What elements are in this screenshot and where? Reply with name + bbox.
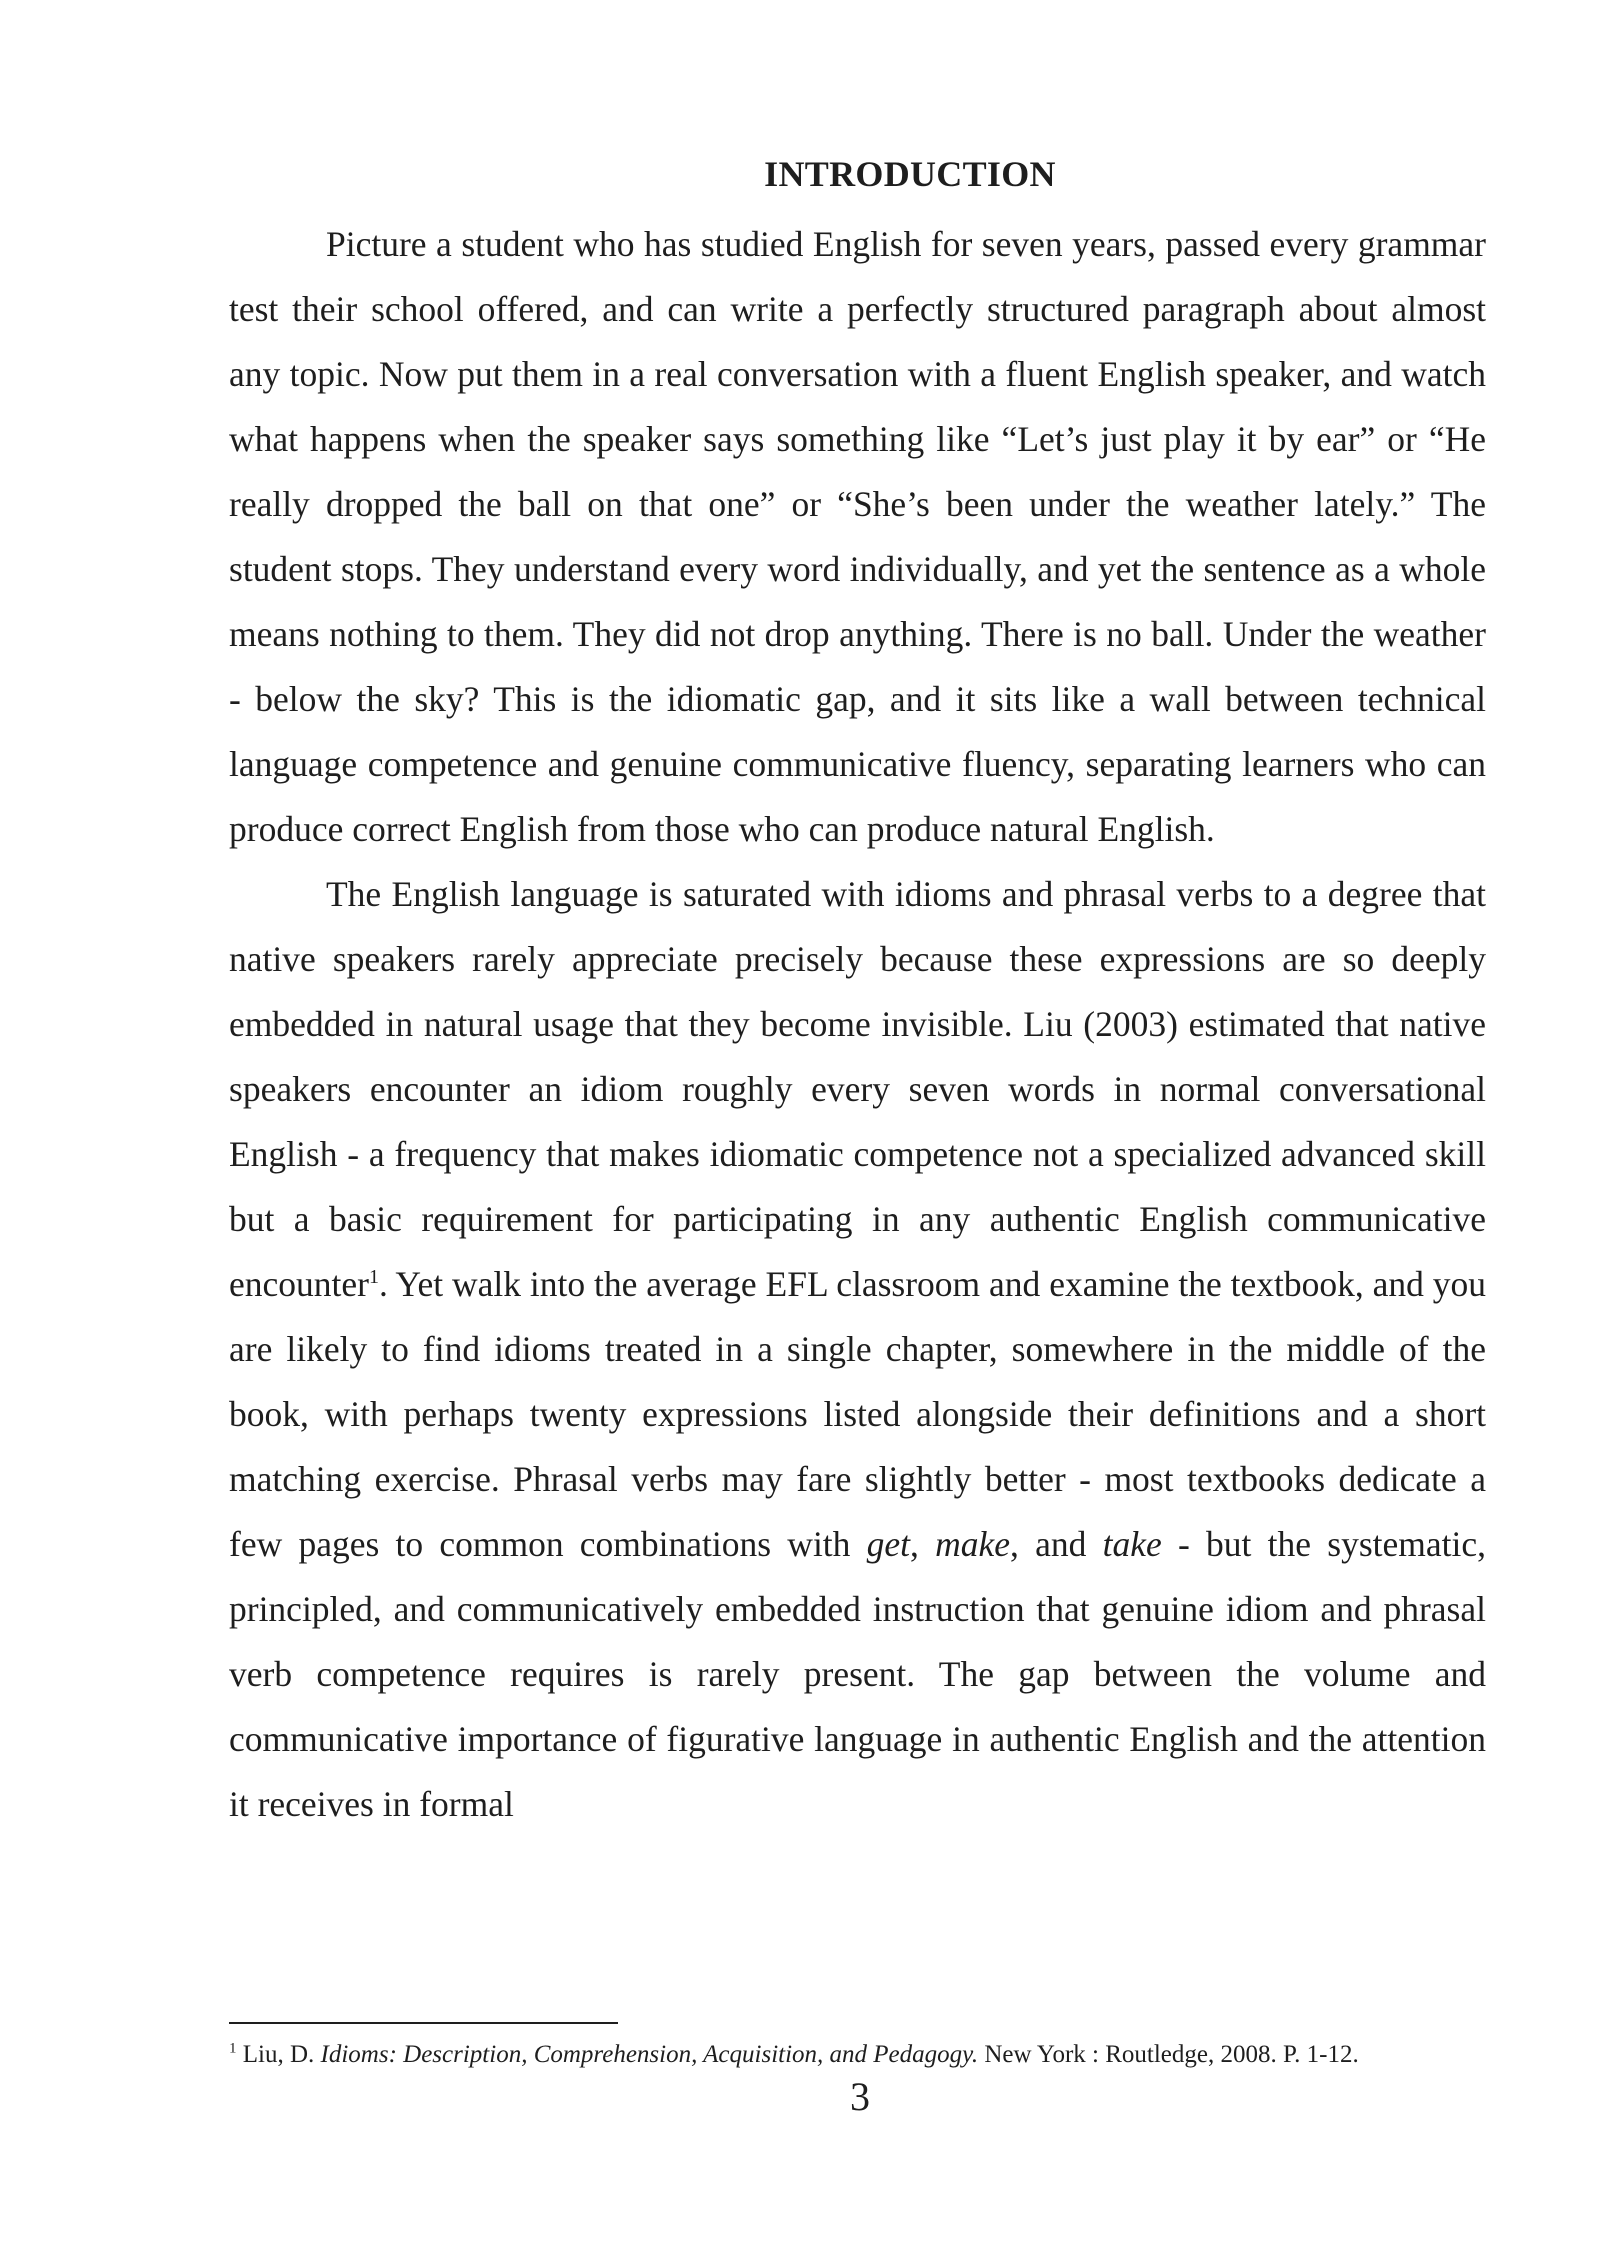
paragraph-2-text-c: - but the systematic, principled, and communicatively embedded instruction that genuine idiom and phrasal verb competence requires is rarely present. The gap between the volume and communicative importance of figurative language in authentic English and the attention it receives in formal xyxy=(229,1524,1486,1824)
page-number: 3 xyxy=(850,2074,870,2119)
footnote-number: 1 xyxy=(229,2040,237,2057)
separator-1: , xyxy=(910,1524,936,1564)
italic-verb-take: take xyxy=(1102,1524,1162,1564)
footnote-reference[interactable]: 1 xyxy=(368,1266,379,1289)
footnote-separator xyxy=(229,2022,618,2024)
section-heading: INTRODUCTION xyxy=(764,154,1056,194)
paragraph-2-text-a: The English language is saturated with idioms and phrasal verbs to a degree that native speakers rarely appreciate precisely because these expressions are so deeply embedded in natural usage that they become invisible. Liu (2003) estimated that native speakers encounter an idiom roughly every seven words in normal conversational English - a frequency that makes idiomatic competence not a specialized advanced skill but a basic requirement for participating in any authentic English communicative encounter xyxy=(229,874,1486,1304)
footnote-author: Liu, D. xyxy=(236,2041,321,2068)
paragraph-2-text-b: . Yet walk into the average EFL classroom and examine the textbook, and you are likely to find idioms treated in a single chapter, somewhere in the middle of the book, with perhaps twenty expressions listed alongside their definitions and a short matching exercise. Phrasal verbs may fare slightly better - most textbooks dedicate a few pages to common combinations with xyxy=(229,1264,1486,1564)
paragraph-2 xyxy=(229,862,1486,1837)
italic-verb-get: get xyxy=(866,1524,911,1564)
footnote-publication: New York : Routledge, 2008. P. 1-12. xyxy=(978,2041,1359,2068)
italic-verb-make: make xyxy=(935,1524,1011,1564)
paragraph-1: Picture a student who has studied English for seven years, passed every grammar test their school offered, and can write a perfectly structured paragraph about almost any topic. Now put them in a real conversation with a fluent English speaker, and watch what happens when the speaker says something like “Let’s just play it by ear” or “He really dropped the ball on that one” or “She’s been under the weather lately.” The student stops. They understand every word individually, and yet the sentence as a whole means nothing to them. They did not drop anything. There is no ball. Under the weather - below the sky? This is the idiomatic gap, and it sits like a wall between technical language competence and genuine communicative fluency, separating learners who can produce correct English from those who can produce natural English. xyxy=(229,224,1486,849)
separator-2: , and xyxy=(1010,1524,1103,1564)
footnote-book-title: Idioms: Description, Comprehension, Acquisition, and Pedagogy. xyxy=(320,2041,979,2068)
body-text xyxy=(229,212,1486,1837)
footnote xyxy=(229,2038,1529,2072)
